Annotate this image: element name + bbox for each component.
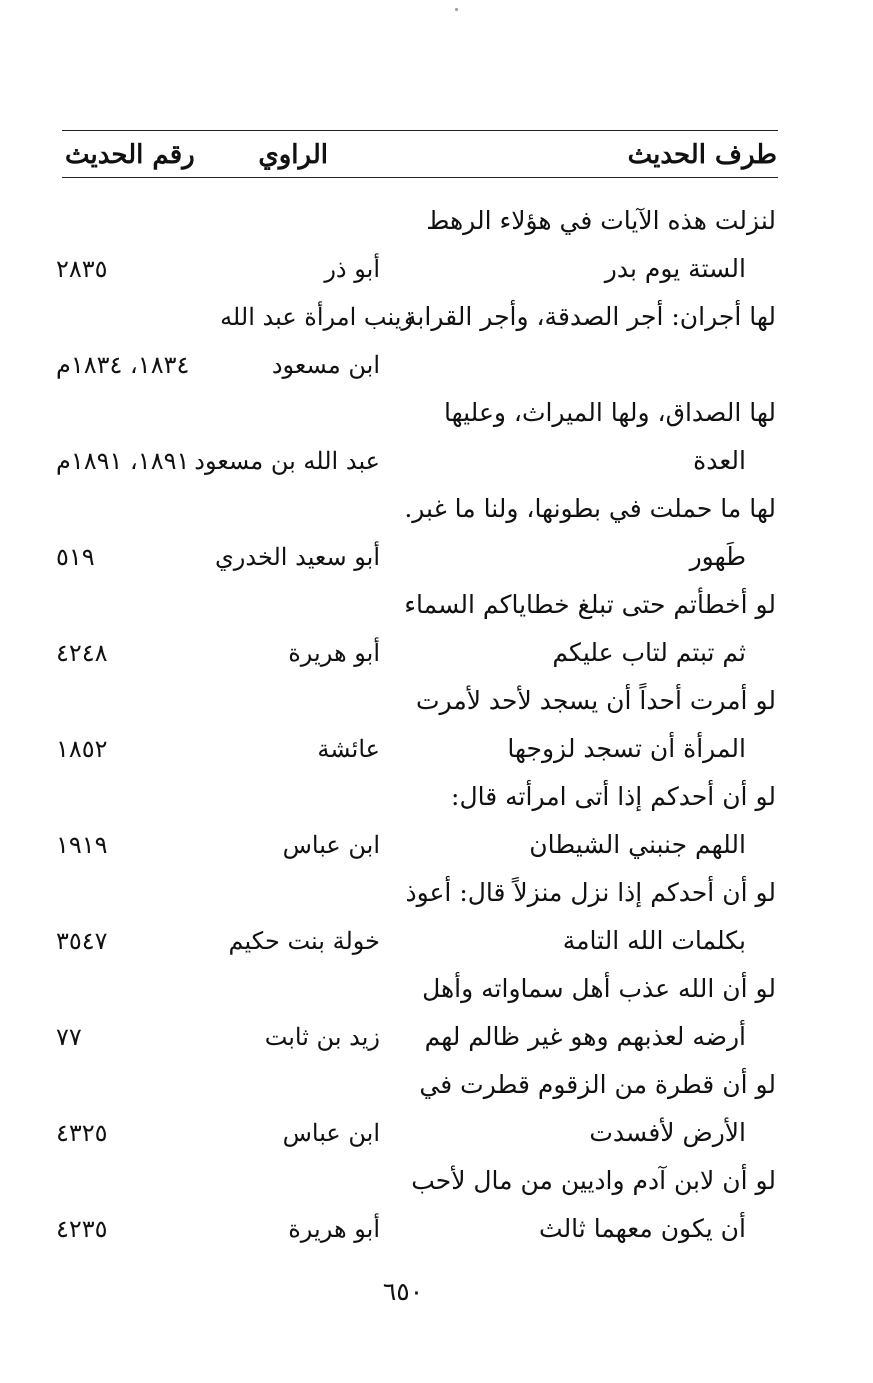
narrator: أبو هريرة [288, 639, 380, 667]
hadith-text-line2: اللهم جنبني الشيطان [529, 830, 746, 859]
hadith-text-line1: لو أن لابن آدم واديين من مال لأحب [411, 1166, 776, 1195]
narrator: عبد الله بن مسعود [194, 447, 380, 475]
narrator: ابن عباس [282, 1119, 380, 1147]
hadith-text-line2: العدة [693, 446, 746, 475]
list-item [0, 389, 873, 485]
header-number-column: رقم الحديث [65, 140, 195, 170]
list-item [0, 1157, 873, 1253]
hadith-text-line1: لها ما حملت في بطونها، ولنا ما غبر. [404, 494, 776, 523]
hadith-text-line2: المرأة أن تسجد لزوجها [507, 734, 746, 763]
hadith-text-line1: لها أجران: أجر الصدقة، وأجر القرابة [404, 302, 776, 331]
narrator: عائشة [317, 735, 380, 763]
header-bottom-rule [62, 177, 778, 178]
narrator: خولة بنت حكيم [228, 927, 380, 955]
hadith-number: ١٨٣٤، ١٨٣٤م [56, 351, 190, 379]
header-top-rule [62, 130, 778, 131]
hadith-text-line2: الستة يوم بدر [604, 254, 746, 283]
hadith-number: ٧٧ [56, 1023, 82, 1051]
hadith-text-line1: لو أن أحدكم إذا نزل منزلاً قال: أعوذ [405, 878, 776, 907]
hadith-number: ١٩١٩ [56, 831, 108, 859]
hadith-number: ٥١٩ [56, 543, 95, 571]
narrator: زيد بن ثابت [264, 1023, 380, 1051]
list-item [0, 1061, 873, 1157]
narrator: أبو ذر [324, 255, 380, 283]
page-number: ٦٥٠ [382, 1277, 424, 1306]
narrator-line1: زينب امرأة عبد الله [220, 303, 413, 331]
top-mark [455, 8, 458, 11]
hadith-text-line2: بكلمات الله التامة [562, 926, 746, 955]
hadith-text-line1: لنزلت هذه الآيات في هؤلاء الرهط [426, 206, 776, 235]
hadith-text-line1: لها الصداق، ولها الميراث، وعليها [443, 398, 776, 427]
hadith-text-line1: لو أن أحدكم إذا أتى امرأته قال: [451, 782, 776, 811]
hadith-number: ٤٣٢٥ [56, 1119, 108, 1147]
list-item [0, 677, 873, 773]
hadith-text-line2: أن يكون معهما ثالث [539, 1214, 746, 1243]
list-item [0, 869, 873, 965]
hadith-number: ١٨٩١، ١٨٩١م [56, 447, 190, 475]
hadith-text-line1: لو أن قطرة من الزقوم قطرت في [419, 1070, 776, 1099]
hadith-index-list [0, 197, 873, 1253]
hadith-number: ١٨٥٢ [56, 735, 108, 763]
hadith-text-line1: لو أخطأتم حتى تبلغ خطاياكم السماء [404, 590, 776, 619]
hadith-number: ٤٢٤٨ [56, 639, 108, 667]
header-narrator-column: الراوي [258, 140, 328, 170]
list-item [0, 965, 873, 1061]
hadith-text-line1: لو أمرت أحداً أن يسجد لأحد لأمرت [416, 686, 776, 715]
hadith-number: ٣٥٤٧ [56, 927, 108, 955]
hadith-number: ٤٢٣٥ [56, 1215, 108, 1243]
hadith-text-line2: ثم تبتم لتاب عليكم [552, 638, 746, 667]
narrator: أبو سعيد الخدري [215, 543, 380, 571]
list-item [0, 197, 873, 293]
hadith-number: ٢٨٣٥ [56, 255, 108, 283]
narrator: ابن عباس [282, 831, 380, 859]
list-item [0, 581, 873, 677]
hadith-text-line1: لو أن الله عذب أهل سماواته وأهل [422, 974, 776, 1003]
header-hadith-column: طرف الحديث [627, 140, 777, 170]
narrator: أبو هريرة [288, 1215, 380, 1243]
hadith-text-line2: طَهور [689, 542, 746, 571]
narrator-line2: ابن مسعود [271, 351, 380, 379]
list-item [0, 485, 873, 581]
hadith-text-line2: أرضه لعذبهم وهو غير ظالم لهم [424, 1022, 746, 1051]
list-item [0, 773, 873, 869]
list-item [0, 293, 873, 389]
hadith-text-line2: الأرض لأفسدت [589, 1118, 746, 1147]
